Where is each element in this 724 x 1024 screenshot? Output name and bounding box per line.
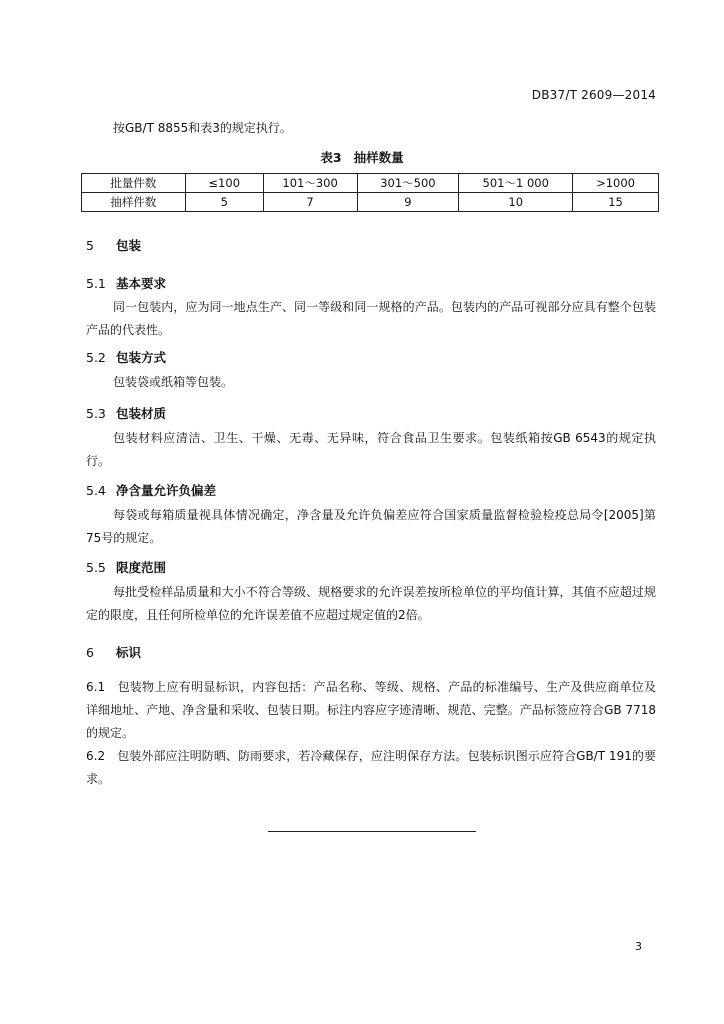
table-cell: 7 [263,193,357,212]
table-cell: 101～300 [263,174,357,193]
section-title: 包装材质 [116,406,167,421]
table-cell: >1000 [573,174,659,193]
section-5-3-text: 包装材料应清洁、卫生、干燥、无毒、无异味，符合食品卫生要求。包装纸箱按GB 6543的规定执行。 [86,431,656,468]
section-5-2-heading [86,348,166,366]
table-cell: 抽样件数 [82,193,186,212]
section-5-3-heading [86,404,166,422]
section-5-4-heading [86,481,216,499]
sampling-table [81,173,659,212]
section-title: 包装方式 [116,350,167,365]
section-title: 限度范围 [116,560,167,575]
section-5-heading [86,236,141,254]
section-title: 基本要求 [116,276,167,291]
table-cell: 10 [459,193,573,212]
section-5-1-heading [86,274,166,292]
table-cell: 15 [573,193,659,212]
section-5-5-text: 每批受检样品质量和大小不符合等级、规格要求的允许误差按所检单位的平均值计算，其值不应超过规定的限度，且任何所检单位的允许误差值不应超过规定值的2倍。 [86,585,656,622]
table-cell: 301～500 [357,174,459,193]
section-number: 5.2 [86,350,106,365]
section-title: 标识 [116,645,142,660]
section-6-2-text: 6.2 包装外部应注明防晒、防雨要求，若冷藏保存，应注明保存方法。包装标识图示应符合GB/T 191的要求。 [86,749,656,786]
section-5-1-text: 同一包装内，应为同一地点生产、同一等级和同一规格的产品。包装内的产品可视部分应具有整个包装产品的代表性。 [86,300,656,337]
section-5-4-text: 每袋或每箱质量视具体情况确定，净含量及允许负偏差应符合国家质量监督检验检疫总局令[2005]第75号的规定。 [86,508,656,545]
table-row [82,193,659,212]
table-caption [0,148,724,166]
section-number: 5 [86,238,94,253]
section-number: 6 [86,645,94,660]
section-5-2-text: 包装袋或纸箱等包装。 [113,375,234,389]
end-rule [268,831,476,832]
table-cell: 5 [185,193,263,212]
page-number: 3 [635,940,642,953]
table-cell: 9 [357,193,459,212]
section-title: 包装 [116,238,142,253]
table-caption-title: 抽样数量 [353,150,404,165]
section-6-heading [86,643,141,661]
table-row [82,174,659,193]
section-number: 5.5 [86,560,106,575]
standard-code: DB37/T 2609—2014 [531,88,656,102]
table-cell: 501～1 000 [459,174,573,193]
table-caption-number: 表3 [320,150,342,165]
table-cell: ≤100 [185,174,263,193]
section-number: 5.3 [86,406,106,421]
section-number: 5.4 [86,483,106,498]
section-5-5-heading [86,558,166,576]
intro-line: 按GB/T 8855和表3的规定执行。 [113,121,292,135]
section-number: 5.1 [86,276,106,291]
table-cell: 批量件数 [82,174,186,193]
section-title: 净含量允许负偏差 [116,483,217,498]
section-6-1-text: 6.1 包装物上应有明显标识，内容包括：产品名称、等级、规格、产品的标准编号、生产及供应商单位及详细地址、产地、净含量和采收、包装日期。标注内容应字迹清晰、规范、完整。产品标签应符合GB 7718的规定。 [86,680,656,740]
